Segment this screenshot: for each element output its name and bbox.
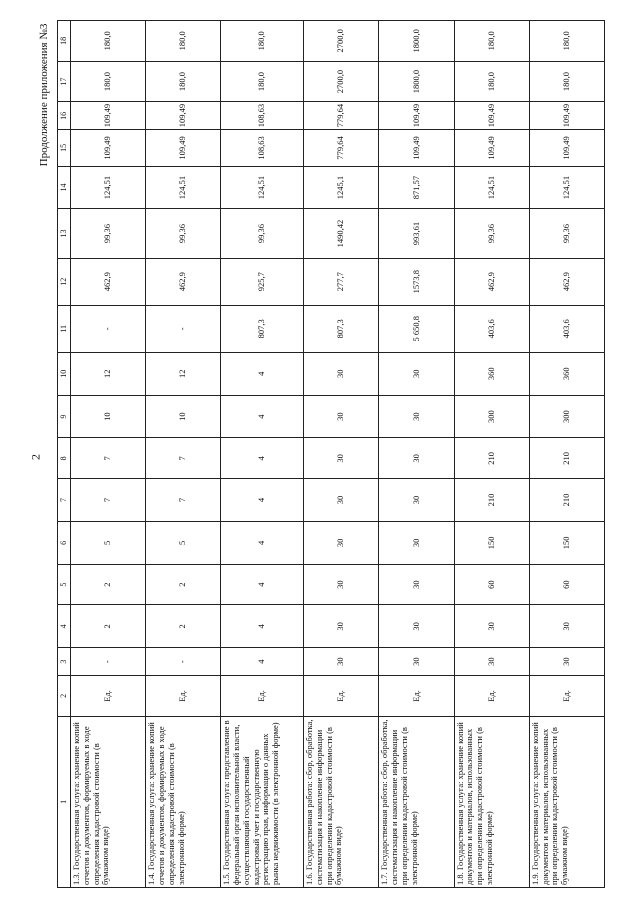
- table-row: [304, 21, 379, 888]
- table-container: [57, 20, 605, 888]
- table-row: [529, 21, 604, 888]
- table-cell: Ед.: [379, 676, 454, 717]
- table-cell: -: [146, 305, 221, 352]
- table-cell: 109,49: [454, 130, 529, 166]
- table-cell: 30: [304, 438, 379, 479]
- row-name: 1.7. Государственная работа: сбор, обработка, систематизация и накопление информации при определении кадастровой стоимости (в электронной форме): [379, 716, 454, 887]
- table-cell: 4: [221, 648, 304, 676]
- table-cell: 1573,8: [379, 258, 454, 305]
- table-cell: 180,0: [454, 61, 529, 102]
- table-cell: 2: [71, 605, 146, 648]
- table-cell: 30: [304, 605, 379, 648]
- table-cell: 109,49: [71, 102, 146, 130]
- table-cell: -: [71, 305, 146, 352]
- column-number-7: 7: [58, 479, 71, 522]
- table-cell: 99,36: [146, 209, 221, 258]
- table-cell: 109,49: [146, 130, 221, 166]
- table-cell: 462,9: [71, 258, 146, 305]
- column-number-3: 3: [58, 648, 71, 676]
- column-number-10: 10: [58, 352, 71, 395]
- table-cell: 99,36: [529, 209, 604, 258]
- table-cell: 210: [529, 438, 604, 479]
- column-number-4: 4: [58, 605, 71, 648]
- table-cell: 12: [146, 352, 221, 395]
- column-number-5: 5: [58, 564, 71, 605]
- table-row: [221, 21, 304, 888]
- table-cell: 4: [221, 605, 304, 648]
- table-row: [454, 21, 529, 888]
- table-cell: 210: [529, 479, 604, 522]
- table-row: [379, 21, 454, 888]
- table-cell: 124,51: [454, 166, 529, 209]
- row-name: 1.4. Государственная услуга: хранение копий отчетов и документов, формируемых в ходе определения кадастровой стоимости (в электронной форме): [146, 716, 221, 887]
- row-name: 1.8. Государственная услуга: хранение копий документов и материалов, использованных при определении кадастровой стоимости (в электронной форме): [454, 716, 529, 887]
- table-cell: 403,6: [454, 305, 529, 352]
- column-number-6: 6: [58, 521, 71, 564]
- table-cell: 7: [146, 438, 221, 479]
- table-cell: 30: [379, 521, 454, 564]
- table-cell: 30: [379, 438, 454, 479]
- column-number-9: 9: [58, 395, 71, 438]
- table-cell: 99,36: [71, 209, 146, 258]
- table-cell: 10: [146, 395, 221, 438]
- table-cell: 277,7: [304, 258, 379, 305]
- table-cell: 12: [71, 352, 146, 395]
- column-number-12: 12: [58, 258, 71, 305]
- table-cell: 462,9: [529, 258, 604, 305]
- table-cell: 1800,0: [379, 21, 454, 62]
- table-cell: 779,64: [304, 102, 379, 130]
- column-number-17: 17: [58, 61, 71, 102]
- table-cell: 807,3: [304, 305, 379, 352]
- table-cell: 109,49: [379, 102, 454, 130]
- data-table: [57, 20, 605, 888]
- column-number-13: 13: [58, 209, 71, 258]
- table-cell: 30: [529, 605, 604, 648]
- table-cell: Ед.: [146, 676, 221, 717]
- row-name: 1.3. Государственная услуга: хранение копий отчетов и документов, формируемых в ходе определения кадастровой стоимости (в бумажном виде): [71, 716, 146, 887]
- table-cell: 109,49: [71, 130, 146, 166]
- table-cell: 30: [304, 352, 379, 395]
- table-cell: 1245,1: [304, 166, 379, 209]
- table-cell: 1490,42: [304, 209, 379, 258]
- table-cell: 109,49: [379, 130, 454, 166]
- table-cell: Ед.: [529, 676, 604, 717]
- table-cell: 30: [304, 648, 379, 676]
- table-cell: 360: [529, 352, 604, 395]
- table-cell: 993,61: [379, 209, 454, 258]
- table-cell: 124,51: [146, 166, 221, 209]
- table-cell: 60: [529, 564, 604, 605]
- table-cell: 7: [71, 479, 146, 522]
- table-cell: 5 650,8: [379, 305, 454, 352]
- table-cell: 180,0: [71, 21, 146, 62]
- table-cell: 300: [529, 395, 604, 438]
- column-number-8: 8: [58, 438, 71, 479]
- table-cell: 210: [454, 479, 529, 522]
- table-cell: 4: [221, 521, 304, 564]
- table-cell: 99,36: [221, 209, 304, 258]
- table-cell: 180,0: [454, 21, 529, 62]
- table-cell: 30: [304, 564, 379, 605]
- table-row: [71, 21, 146, 888]
- table-cell: 124,51: [71, 166, 146, 209]
- table-cell: 30: [304, 521, 379, 564]
- table-cell: 109,49: [529, 102, 604, 130]
- column-number-16: 16: [58, 102, 71, 130]
- table-cell: Ед.: [221, 676, 304, 717]
- table-cell: 150: [454, 521, 529, 564]
- page-number: 2: [28, 454, 43, 460]
- column-number-18: 18: [58, 21, 71, 62]
- table-cell: 180,0: [221, 21, 304, 62]
- table-cell: 779,64: [304, 130, 379, 166]
- table-cell: 300: [454, 395, 529, 438]
- table-cell: 30: [529, 648, 604, 676]
- table-cell: 180,0: [529, 21, 604, 62]
- table-cell: 30: [379, 352, 454, 395]
- table-cell: 360: [454, 352, 529, 395]
- column-number-2: 2: [58, 676, 71, 717]
- table-cell: 180,0: [146, 21, 221, 62]
- table-cell: 109,49: [529, 130, 604, 166]
- table-cell: 30: [454, 605, 529, 648]
- table-cell: 807,3: [221, 305, 304, 352]
- table-cell: 925,7: [221, 258, 304, 305]
- table-cell: 108,63: [221, 102, 304, 130]
- table-cell: 124,51: [529, 166, 604, 209]
- column-number-1: 1: [58, 716, 71, 887]
- table-cell: 180,0: [221, 61, 304, 102]
- table-cell: 403,6: [529, 305, 604, 352]
- table-cell: 30: [379, 564, 454, 605]
- table-cell: 210: [454, 438, 529, 479]
- table-cell: 5: [71, 521, 146, 564]
- table-cell: 462,9: [146, 258, 221, 305]
- table-cell: 30: [304, 479, 379, 522]
- table-cell: 2700,0: [304, 21, 379, 62]
- row-name: 1.9. Государственная услуга: хранение копий документов и материалов, использованных при определении кадастровой стоимости (в бумажном виде): [529, 716, 604, 887]
- column-number-15: 15: [58, 130, 71, 166]
- table-cell: 99,36: [454, 209, 529, 258]
- table-cell: 30: [379, 395, 454, 438]
- table-cell: 4: [221, 395, 304, 438]
- table-cell: -: [71, 648, 146, 676]
- table-cell: 7: [146, 479, 221, 522]
- table-cell: 30: [379, 605, 454, 648]
- appendix-caption: Продолжение приложения №3: [38, 23, 50, 167]
- table-cell: 462,9: [454, 258, 529, 305]
- table-cell: 30: [379, 648, 454, 676]
- column-number-11: 11: [58, 305, 71, 352]
- table-cell: 180,0: [529, 61, 604, 102]
- table-cell: Ед.: [454, 676, 529, 717]
- table-cell: Ед.: [71, 676, 146, 717]
- table-cell: 2: [71, 564, 146, 605]
- table-row: [146, 21, 221, 888]
- table-cell: 4: [221, 479, 304, 522]
- column-number-14: 14: [58, 166, 71, 209]
- table-cell: 30: [304, 395, 379, 438]
- table-cell: 1800,0: [379, 61, 454, 102]
- table-cell: 108,63: [221, 130, 304, 166]
- table-cell: 109,49: [146, 102, 221, 130]
- row-name: 1.6. Государственная работа: сбор, обработка, систематизация и накопление информации при определении кадастровой стоимости (в бумажном виде): [304, 716, 379, 887]
- table-cell: 109,49: [454, 102, 529, 130]
- table-cell: 4: [221, 438, 304, 479]
- table-cell: 150: [529, 521, 604, 564]
- table-cell: 180,0: [146, 61, 221, 102]
- table-cell: 871,57: [379, 166, 454, 209]
- table-cell: 2: [146, 605, 221, 648]
- row-name: 1.5. Государственная услуга: представление в федеральный орган исполнительной власти, осуществляющий государственный кадастровый учет и государственную регистрацию прав, информации о данных рынка недвижимости (в электронной форме): [221, 716, 304, 887]
- table-cell: 124,51: [221, 166, 304, 209]
- table-cell: 10: [71, 395, 146, 438]
- table-cell: Ед.: [304, 676, 379, 717]
- table-cell: 2700,0: [304, 61, 379, 102]
- column-number-row: [58, 21, 71, 888]
- table-cell: 30: [454, 648, 529, 676]
- table-cell: 2: [146, 564, 221, 605]
- table-cell: 4: [221, 564, 304, 605]
- table-cell: 30: [379, 479, 454, 522]
- table-cell: 7: [71, 438, 146, 479]
- table-cell: -: [146, 648, 221, 676]
- table-cell: 180,0: [71, 61, 146, 102]
- table-cell: 60: [454, 564, 529, 605]
- table-cell: 4: [221, 352, 304, 395]
- table-cell: 5: [146, 521, 221, 564]
